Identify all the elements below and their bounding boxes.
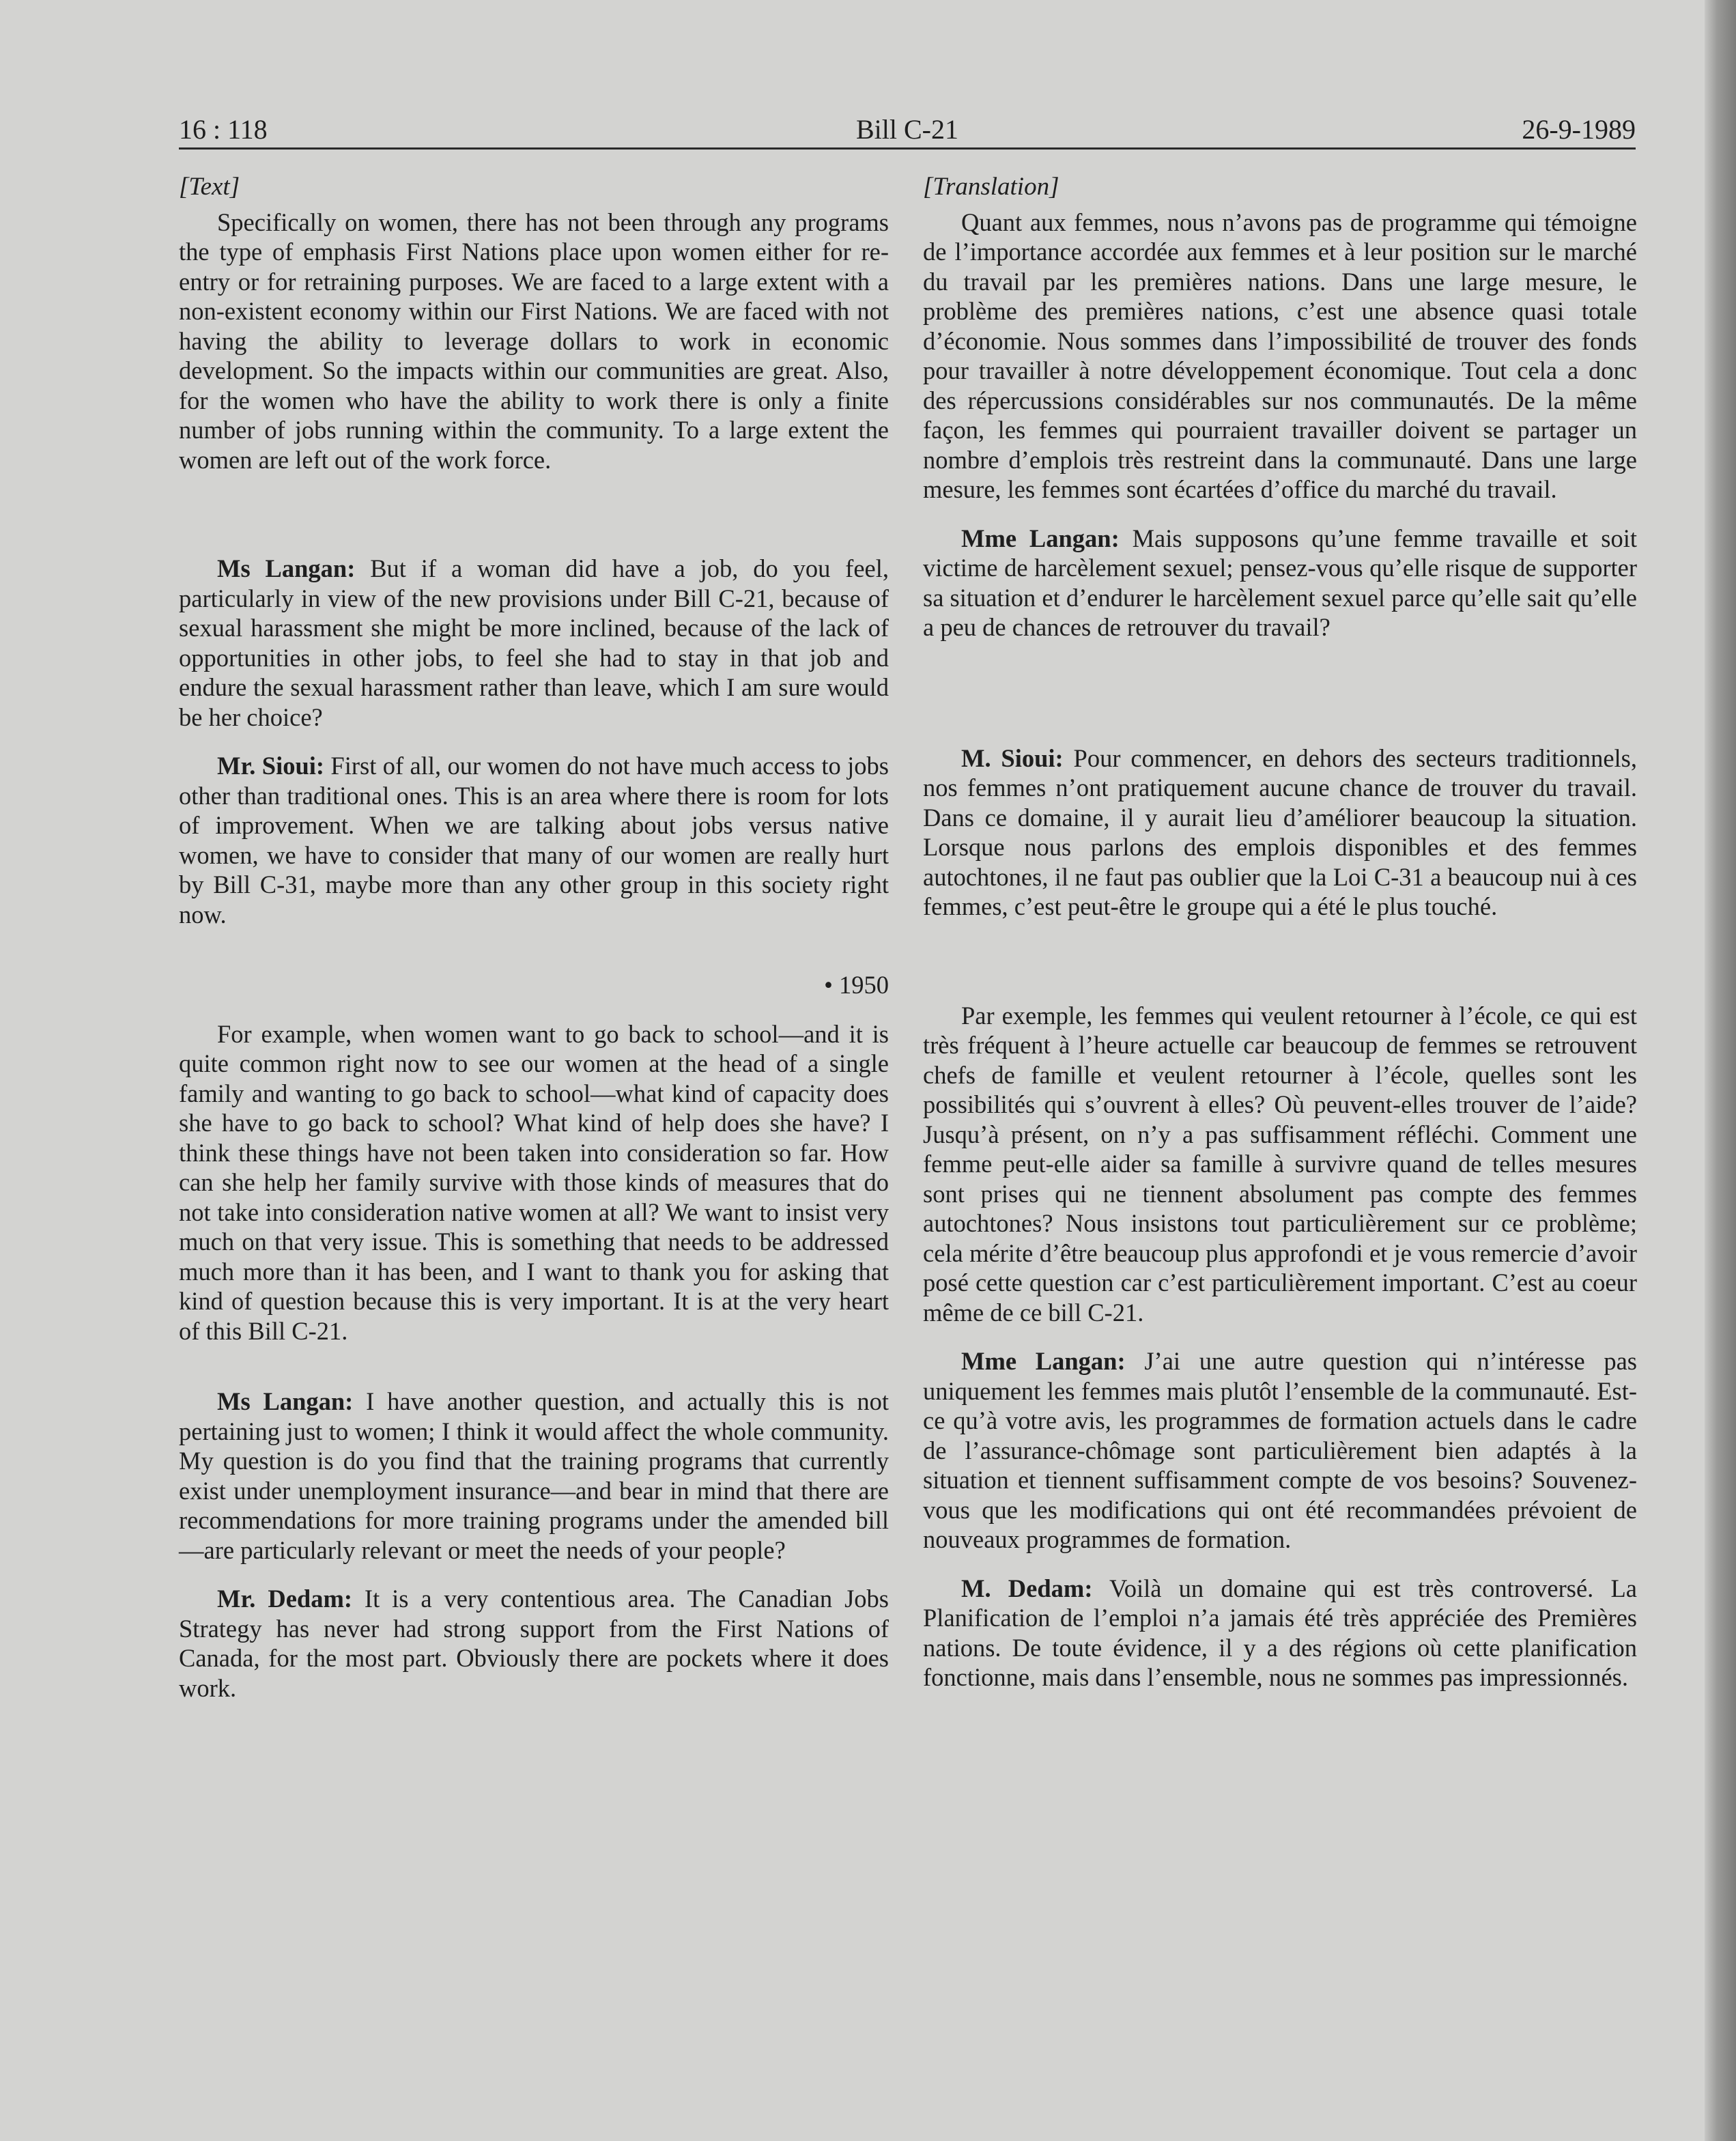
- time-marker: • 1950: [824, 971, 889, 999]
- paragraph: M. Sioui: Pour commencer, en dehors des secteurs traditionnels, nos femmes n’ont pratiquement aucune chance de trouver du travail. Dans ce domaine, il y aurait lieu d’améliorer beaucoup la situation. Lorsque nous parlons des emplois disponibles et des femmes autochtones, il ne faut pas oublier que la Loi C-31 a beaucoup nui à ces femmes, c’est peut-être le groupe qui a été le plus touché.: [923, 743, 1637, 920]
- page-header: [179, 113, 1636, 147]
- text-label: [Text]: [179, 173, 240, 201]
- speaker-name: Mme Langan:: [961, 524, 1120, 552]
- paragraph: Mme Langan: Mais supposons qu’une femme travaille et soit victime de harcèlement sexuel; pensez-vous qu’elle risque de supporter sa situation et d’endurer le harcèlement sexuel parce qu’elle sait qu’elle a peu de chances de retrouver du travail?: [923, 524, 1638, 641]
- paragraph: Mr. Sioui: First of all, our women do not have much access to jobs other than traditional ones. This is an area where there is room for lots of improvement. When we are talking about jobs versus native women, we have to consider that many of our women are really hurt by Bill C-31, maybe more than any other group in this society right now.: [179, 752, 889, 928]
- paragraph: For example, when women want to go back to school—and it is quite common right now to see our women at the head of a single family and wanting to go back to school—what kind of capacity does she have to go back to school? What kind of help does she have? I think these things have not been taken into consideration so far. How can she help her family survive with those kinds of measures that do not take into consideration native women at all? We want to insist very much on that very issue. This is something that needs to be addressed much more than it has been, and I want to thank you for asking that kind of question because this is very important. It is at the very heart of this Bill C-21.: [179, 1019, 889, 1345]
- sitting-date: 26-9-1989: [1522, 114, 1636, 145]
- speaker-name: Mr. Dedam:: [217, 1585, 353, 1613]
- speaker-name: Ms Langan:: [217, 1387, 354, 1415]
- english-column: [179, 172, 889, 1703]
- paragraph: Specifically on women, there has not been through any programs the type of emphasis First Nations place upon women either for re-entry or for retraining purposes. We are faced to a large extent with a non-existent economy within our First Nations. We are faced with not having the ability to leverage dollars to work in economic development. So the impacts within our communities are great. Also, for the women who have the ability to work there is only a finite number of jobs running within the community. To a large extent the women are left out of the work force.: [179, 208, 889, 474]
- paragraph: Quant aux femmes, nous n’avons pas de programme qui témoigne de l’importance accordée aux femmes et à leur position sur le marché du travail par les premières nations. Dans une large mesure, le problème des premières nations, c’est une absence quasi totale d’économie. Nous sommes dans l’impossibilité de trouver des fonds pour travailler à notre développement économique. Tout cela a donc des répercussions considérables sur nos communautés. De la même façon, les femmes qui pourraient travailler doivent se partager un nombre d’emplois très restreint dans la communauté. Dans une large mesure, les femmes sont écartées d’office du marché du travail.: [923, 208, 1637, 503]
- page-number: 16 : 118: [179, 114, 268, 145]
- speaker-name: M. Dedam:: [961, 1574, 1093, 1602]
- french-column: [923, 172, 1637, 1692]
- paragraph: Ms Langan: But if a woman did have a job, do you feel, particularly in view of the new provisions under Bill C-21, because of sexual harassment she might be more inclined, because of the lack of opportunities in other jobs, to feel she had to stay in that job and endure the sexual harassment rather than leave, which I am sure would be her choice?: [179, 554, 889, 731]
- paragraph: Par exemple, les femmes qui veulent retourner à l’école, ce qui est très fréquent à l’heure actuelle car beaucoup de femmes se retrouvent chefs de famille et veulent retourner à l’école, quelles sont les possibilités qui s’ouvrent à elles? Où peuvent-elles trouver de l’aide? Jusqu’à présent, on n’y a pas suffisamment réfléchi. Comment une femme peut-elle aider sa famille à survivre quand de telles mesures sont prises qui ne tiennent absolument pas compte des femmes autochtones? Nous insistons tout particulièrement sur ce problème; cela mérite d’être beaucoup plus approfondi et je vous remercie d’avoir posé cette question car c’est particulièrement important. C’est au coeur même de ce bill C-21.: [923, 1001, 1637, 1327]
- speaker-name: Mr. Sioui:: [217, 752, 325, 780]
- paragraph: Mr. Dedam: It is a very contentious area. The Canadian Jobs Strategy has never had strong support from the First Nations of Canada, for the most part. Obviously there are pockets where it does work.: [179, 1585, 889, 1702]
- speaker-name: Mme Langan:: [961, 1347, 1126, 1375]
- paragraph: Ms Langan: I have another question, and actually this is not pertaining just to women; I think it would affect the whole community. My question is do you find that the training programs that currently exist under unemployment insurance—and bear in mind that there are recommendations for more training programs under the amended bill—are particularly relevant or meet the needs of your people?: [179, 1387, 889, 1564]
- speaker-name: Ms Langan:: [217, 554, 356, 582]
- header-rule: [179, 147, 1636, 150]
- paragraph: M. Dedam: Voilà un domaine qui est très controversé. La Planification de l’emploi n’a jamais été très appréciée des Premières nations. De toute évidence, il y a des régions où cette planification fonctionne, mais dans l’ensemble, nous ne sommes pas impressionnés.: [923, 1574, 1637, 1691]
- document-title: Bill C-21: [855, 114, 959, 145]
- page-edge-shadow: [1705, 0, 1736, 2141]
- translation-label: [Translation]: [923, 173, 1059, 201]
- speaker-name: M. Sioui:: [961, 743, 1064, 772]
- paragraph: Mme Langan: J’ai une autre question qui n’intéresse pas uniquement les femmes mais plutôt l’ensemble de la communauté. Est-ce qu’à votre avis, les programmes de formation actuels dans le cadre de l’assurance-chômage sont particulièrement bien adaptés à la situation et tiennent suffisamment compte de vos besoins? Souvenez-vous que les modifications qui ont été recommandées prévoient de nouveaux programmes de formation.: [923, 1347, 1638, 1553]
